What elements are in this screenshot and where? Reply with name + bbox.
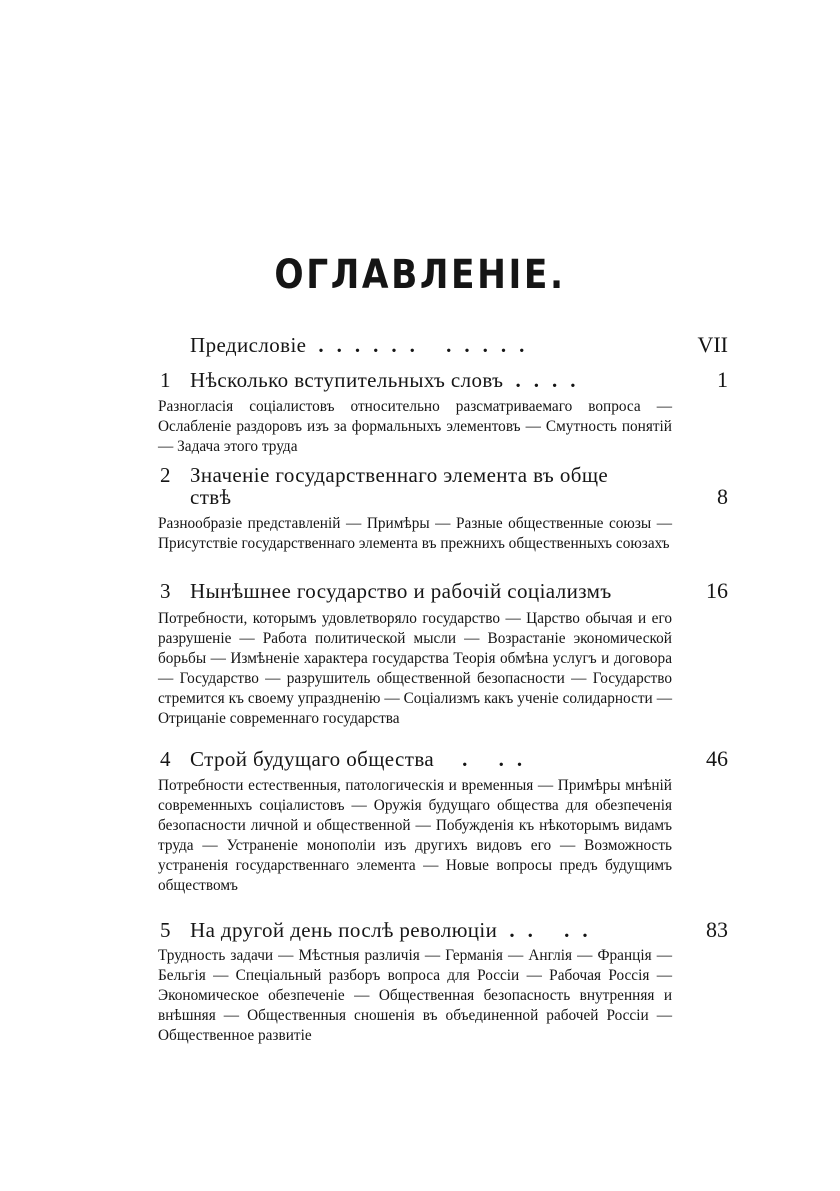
toc-entry-chapter-1 xyxy=(160,368,728,392)
page-title: ОГЛАВЛЕНІЕ. xyxy=(274,252,566,298)
page-number: 16 xyxy=(706,578,728,603)
chapter-title: Нѣсколько вступительныхъ словъ xyxy=(190,368,504,392)
chapter-summary: Трудность задачи — Мѣстныя различія — Германія — Англія — Франція — Бельгія — Спеціальный разборъ вопроса для Россіи — Рабочая Россія — Экономическое обезпеченіе — Общественная безопасность внутренняя и внѣшняя — Общественныя сношенія въ объединенной рабочей Россіи — Общественное развитіе xyxy=(158,947,672,1044)
leader-dots: . .. xyxy=(462,747,536,771)
page-number: 1 xyxy=(717,367,728,392)
chapter-summary: Потребности, которымъ удовлетворяло государство — Царство обычая и его разрушеніе — Работа политической мысли — Возрастаніе экономической борьбы — Измѣненіе характера государства Теорія обмѣна услугъ и договора — Государство — разрушитель общественной безопасности — Государство стремится къ своему упраздненію — Соціализмъ какъ ученіе солидарности — Отрицаніе современнаго государства xyxy=(158,610,672,727)
leader-dots: .. .. xyxy=(509,918,601,942)
toc-entry-preface xyxy=(160,333,728,357)
chapter-title: Строй будущаго общества xyxy=(190,747,435,771)
chapter-title: Значеніе государственнаго элемента въ обще xyxy=(190,463,609,487)
chapter-title: На другой день послѣ революціи xyxy=(190,918,498,942)
chapter-title-continuation: ствѣ xyxy=(190,485,232,509)
page-number: 8 xyxy=(717,484,728,509)
chapter-title: Нынѣшнее государство и рабочій соціализмъ xyxy=(190,579,612,603)
toc-entry-chapter-2-cont xyxy=(160,485,728,509)
leader-dots: .... xyxy=(515,368,589,392)
page-number: VII xyxy=(697,332,728,357)
chapter-number: 1 xyxy=(160,368,171,392)
page-number: 46 xyxy=(706,746,728,771)
toc-entry-chapter-2 xyxy=(160,463,728,487)
chapter-summary: Потребности естественныя, патологическія и временныя — Примѣры мнѣній современныхъ соціалистовъ — Оружія будущаго общества для обезпеченія безопасности личной и общественной — Побужденія къ нѣкоторымъ видамъ труда — Устраненіе монополіи изъ другихъ видовъ его — Возможность устраненія государственнаго элемента — Новые вопросы предъ будущимъ обществомъ xyxy=(158,777,672,894)
chapter-number: 2 xyxy=(160,463,171,487)
chapter-number: 3 xyxy=(160,579,171,603)
toc-entry-chapter-4 xyxy=(160,747,728,771)
toc-entry-chapter-3 xyxy=(160,579,728,603)
page-number: 83 xyxy=(706,917,728,942)
toc-entry-chapter-5 xyxy=(160,918,728,942)
chapter-summary: Разнообразіе представленій — Примѣры — Разные общественные союзы — Присутствіе государственнаго элемента въ прежнихъ общественныхъ союзахъ xyxy=(158,515,672,552)
leader-dots: ...... ..... xyxy=(318,333,538,357)
preface-label: Предисловіе xyxy=(190,333,307,357)
chapter-number: 4 xyxy=(160,747,171,771)
chapter-summary: Разногласія соціалистовъ относительно разсматриваемаго вопроса — Ослабленіе раздоровъ изъ за формальныхъ элементовъ — Смутность понятій — Задача этого труда xyxy=(158,398,672,455)
chapter-number: 5 xyxy=(160,918,171,942)
